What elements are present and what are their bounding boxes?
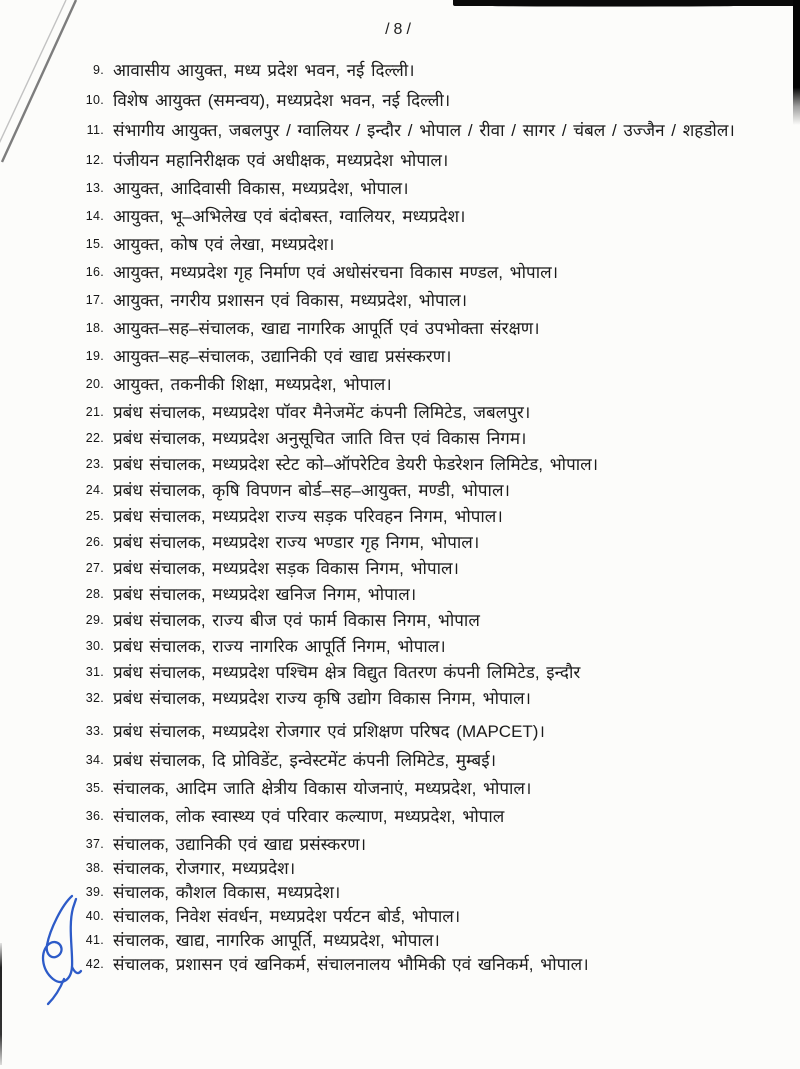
item-text: संचालक, लोक स्वास्थ्य एवं परिवार कल्याण, मध्यप्रदेश, भोपाल	[113, 807, 505, 826]
item-number: 15.	[85, 237, 104, 251]
list-item	[70, 930, 742, 951]
item-number: 17.	[85, 293, 104, 307]
list-item	[70, 234, 742, 255]
item-text: संचालक, प्रशासन एवं खनिकर्म, संचालनालय भौमिकी एवं खनिकर्म, भोपाल।	[113, 955, 589, 974]
item-number: 29.	[85, 613, 104, 627]
officials-list	[70, 60, 742, 978]
item-text: आयुक्त, आदिवासी विकास, मध्यप्रदेश, भोपाल।	[113, 179, 409, 198]
list-item	[70, 90, 742, 111]
list-item	[70, 721, 742, 742]
item-number: 32.	[85, 691, 104, 705]
item-text: प्रबंध संचालक, राज्य नागरिक आपूर्ति निगम, भोपाल।	[113, 637, 446, 656]
item-number: 10.	[85, 93, 104, 107]
list-item	[70, 882, 742, 903]
item-text: प्रबंध संचालक, राज्य बीज एवं फार्म विकास निगम, भोपाल	[113, 611, 480, 630]
page-number: /8/	[385, 21, 415, 38]
item-text: प्रबंध संचालक, मध्यप्रदेश पश्चिम क्षेत्र विद्युत वितरण कंपनी लिमिटेड, इन्दौर	[113, 663, 581, 682]
item-text: आयुक्त–सह–संचालक, उद्यानिकी एवं खाद्य प्रसंस्करण।	[113, 347, 452, 366]
item-number: 39.	[85, 885, 104, 899]
item-text: संचालक, खाद्य, नागरिक आपूर्ति, मध्यप्रदेश, भोपाल।	[113, 931, 440, 950]
list-item	[70, 480, 742, 501]
list-item	[70, 662, 742, 683]
list-item	[70, 506, 742, 527]
item-text: आयुक्त, कोष एवं लेखा, मध्यप्रदेश।	[113, 235, 335, 254]
item-number: 23.	[85, 457, 104, 471]
item-number: 33.	[85, 724, 104, 738]
item-number: 35.	[85, 781, 104, 795]
item-text: विशेष आयुक्त (समन्वय), मध्यप्रदेश भवन, नई दिल्ली।	[113, 91, 451, 110]
item-number: 12.	[85, 153, 104, 167]
item-text: प्रबंध संचालक, कृषि विपणन बोर्ड–सह–आयुक्त, मण्डी, भोपाल।	[113, 481, 510, 500]
item-text: संभागीय आयुक्त, जबलपुर / ग्वालियर / इन्दौर / भोपाल / रीवा / सागर / चंबल / उज्जैन / शहडोल।	[113, 121, 735, 140]
list-item	[70, 558, 742, 579]
list-item	[70, 858, 742, 879]
list-item	[70, 750, 742, 771]
item-number: 13.	[85, 181, 104, 195]
list-item	[70, 636, 742, 657]
list-item	[70, 688, 742, 709]
item-text: संचालक, कौशल विकास, मध्यप्रदेश।	[113, 883, 341, 902]
item-text: आयुक्त, मध्यप्रदेश गृह निर्माण एवं अधोसंरचना विकास मण्डल, भोपाल।	[113, 263, 559, 282]
list-item	[70, 374, 742, 395]
item-text: आयुक्त, भू–अभिलेख एवं बंदोबस्त, ग्वालियर, मध्यप्रदेश।	[113, 207, 466, 226]
scan-edge-right	[793, 0, 800, 125]
item-text: आयुक्त–सह–संचालक, खाद्य नागरिक आपूर्ति एवं उपभोक्ता संरक्षण।	[113, 319, 540, 338]
item-text: प्रबंध संचालक, मध्यप्रदेश राज्य भण्डार गृह निगम, भोपाल।	[113, 533, 480, 552]
item-number: 30.	[85, 639, 104, 653]
item-text: प्रबंध संचालक, मध्यप्रदेश खनिज निगम, भोपाल।	[113, 585, 417, 604]
list-item	[70, 954, 742, 975]
item-number: 37.	[85, 837, 104, 851]
item-number: 27.	[85, 561, 104, 575]
item-number: 20.	[85, 377, 104, 391]
item-number: 14.	[85, 209, 104, 223]
item-text: संचालक, आदिम जाति क्षेत्रीय विकास योजनाएं, मध्यप्रदेश, भोपाल।	[113, 779, 532, 798]
item-text: आयुक्त, तकनीकी शिक्षा, मध्यप्रदेश, भोपाल।	[113, 375, 392, 394]
list-item	[70, 610, 742, 631]
item-number: 18.	[85, 321, 104, 335]
scan-edge-top	[453, 0, 800, 6]
list-item	[70, 778, 742, 799]
item-text: प्रबंध संचालक, मध्यप्रदेश अनुसूचित जाति वित्त एवं विकास निगम।	[113, 429, 527, 448]
list-item	[70, 290, 742, 311]
list-item	[70, 150, 742, 171]
list-item	[70, 532, 742, 553]
item-number: 24.	[85, 483, 104, 497]
item-text: प्रबंध संचालक, मध्यप्रदेश रोजगार एवं प्रशिक्षण परिषद (MAPCET)।	[113, 722, 545, 741]
list-item	[70, 454, 742, 475]
item-number: 21.	[85, 405, 104, 419]
list-item	[70, 402, 742, 423]
list-item	[70, 428, 742, 449]
list-item	[70, 206, 742, 227]
list-item	[70, 806, 742, 827]
item-number: 38.	[85, 861, 104, 875]
item-number: 36.	[85, 809, 104, 823]
list-item	[70, 584, 742, 605]
item-number: 11.	[86, 123, 104, 137]
item-text: आयुक्त, नगरीय प्रशासन एवं विकास, मध्यप्रदेश, भोपाल।	[113, 291, 468, 310]
item-text: प्रबंध संचालक, मध्यप्रदेश राज्य सड़क परिवहन निगम, भोपाल।	[113, 507, 503, 526]
item-text: संचालक, रोजगार, मध्यप्रदेश।	[113, 859, 296, 878]
list-item	[70, 906, 742, 927]
item-text: प्रबंध संचालक, मध्यप्रदेश स्टेट को–ऑपरेटिव डेयरी फेडरेशन लिमिटेड, भोपाल।	[113, 455, 599, 474]
list-item	[70, 60, 742, 81]
item-text: आवासीय आयुक्त, मध्य प्रदेश भवन, नई दिल्ली।	[113, 61, 415, 80]
item-number: 22.	[85, 431, 104, 445]
item-text: प्रबंध संचालक, दि प्रोविडेंट, इन्वेस्टमेंट कंपनी लिमिटेड, मुम्बई।	[113, 751, 497, 770]
item-number: 19.	[85, 349, 104, 363]
item-text: संचालक, निवेश संवर्धन, मध्यप्रदेश पर्यटन बोर्ड, भोपाल।	[113, 907, 461, 926]
list-item	[70, 834, 742, 855]
list-item	[70, 346, 742, 367]
signature-mark	[26, 893, 100, 1011]
list-item	[70, 318, 742, 339]
item-number: 40.	[85, 909, 104, 923]
list-item	[70, 262, 742, 283]
item-text: प्रबंध संचालक, मध्यप्रदेश राज्य कृषि उद्योग विकास निगम, भोपाल।	[113, 689, 532, 708]
item-number: 25.	[85, 509, 104, 523]
list-item	[70, 120, 742, 141]
item-number: 26.	[85, 535, 104, 549]
signature-ink-stroke	[43, 896, 81, 1004]
scan-edge-left	[0, 943, 2, 1065]
item-text: संचालक, उद्यानिकी एवं खाद्य प्रसंस्करण।	[113, 835, 367, 854]
item-number: 16.	[85, 265, 104, 279]
item-number: 42.	[85, 957, 104, 971]
item-text: प्रबंध संचालक, मध्यप्रदेश सड़क विकास निगम, भोपाल।	[113, 559, 459, 578]
list-item	[70, 178, 742, 199]
item-number: 9.	[92, 63, 104, 77]
item-text: पंजीयन महानिरीक्षक एवं अधीक्षक, मध्यप्रदेश भोपाल।	[113, 151, 449, 170]
item-number: 31.	[85, 665, 104, 679]
item-text: प्रबंध संचालक, मध्यप्रदेश पॉवर मैनेजमेंट कंपनी लिमिटेड, जबलपुर।	[113, 403, 531, 422]
item-number: 41.	[85, 933, 104, 947]
item-number: 28.	[85, 587, 104, 601]
item-number: 34.	[85, 753, 104, 767]
